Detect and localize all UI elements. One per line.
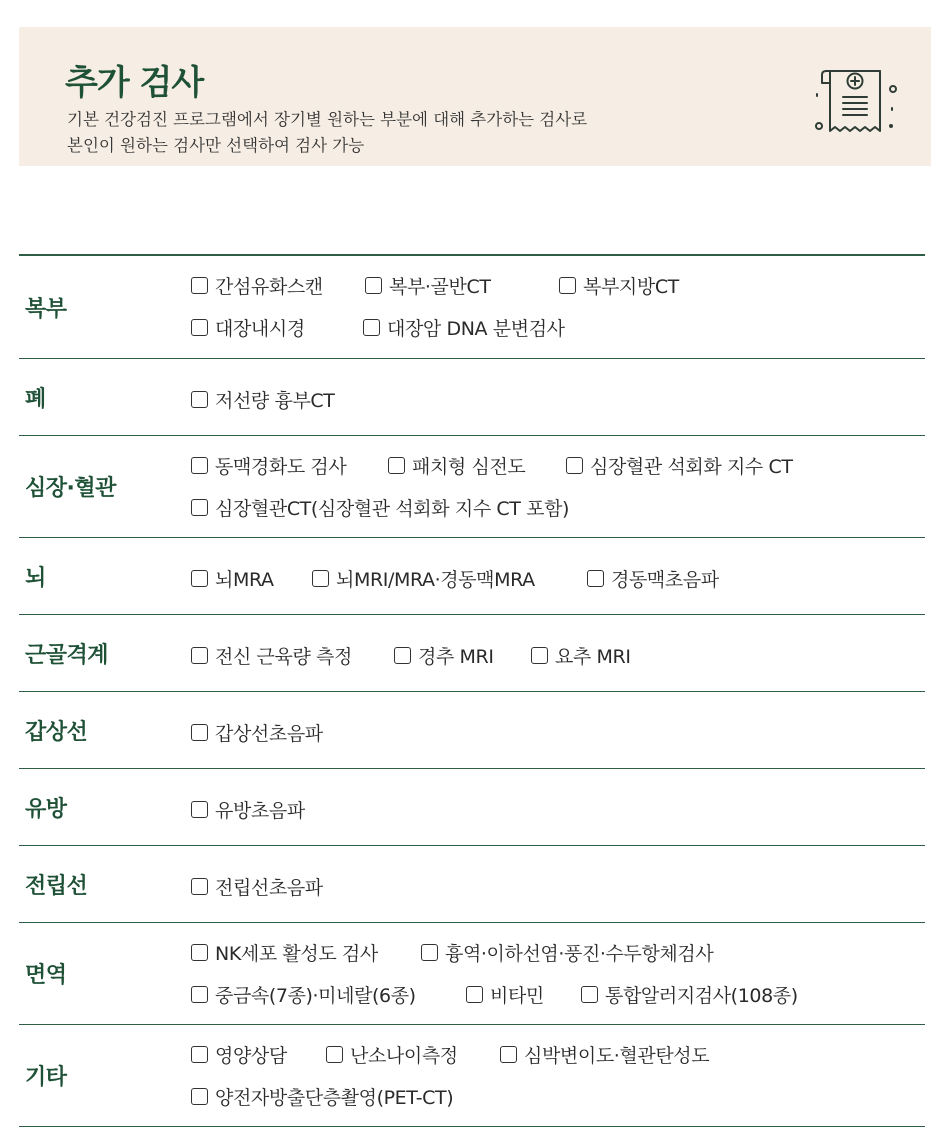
exam-option[interactable] <box>394 634 494 676</box>
exam-option[interactable] <box>363 306 565 348</box>
exam-option[interactable] <box>312 557 535 599</box>
exam-option-label: 대장암 DNA 분변검사 <box>387 317 565 340</box>
checkbox[interactable] <box>191 570 208 587</box>
exam-option-label: 심장혈관CT(심장혈관 석회화 지수 CT 포함) <box>215 497 570 520</box>
table-row <box>19 692 925 769</box>
exam-option-label: 난소나이측정 <box>350 1044 458 1067</box>
checkbox[interactable] <box>566 457 583 474</box>
receipt-plus-icon <box>814 63 898 139</box>
table-row <box>19 256 925 359</box>
row-category-label: 기타 <box>25 1065 67 1090</box>
exam-option[interactable] <box>191 444 346 486</box>
checkbox[interactable] <box>388 457 405 474</box>
row-category-label: 심장·혈관 <box>25 476 116 501</box>
exam-option-label: 동맥경화도 검사 <box>215 455 347 478</box>
page-title: 추가 검사 <box>65 63 204 103</box>
table-row <box>19 769 925 846</box>
exam-table <box>19 254 925 1127</box>
table-row <box>19 846 925 923</box>
row-category-label: 복부 <box>25 296 67 322</box>
exam-option[interactable] <box>500 1033 709 1075</box>
exam-option-label: 통합알러지검사(108종) <box>605 984 798 1007</box>
exam-option[interactable] <box>191 711 323 753</box>
exam-option-label: 전신 근육량 측정 <box>215 645 352 668</box>
checkbox[interactable] <box>191 647 208 664</box>
exam-option-label: 요추 MRI <box>555 645 631 668</box>
exam-option[interactable] <box>566 444 793 486</box>
exam-option[interactable] <box>191 486 569 528</box>
checkbox[interactable] <box>312 570 329 587</box>
exam-option[interactable] <box>191 865 323 907</box>
description-line-2: 본인이 원하는 검사만 선택하여 검사 가능 <box>67 136 365 155</box>
exam-option-label: 갑상선초음파 <box>215 722 323 745</box>
header-banner <box>19 27 931 166</box>
exam-option[interactable] <box>191 1075 453 1117</box>
checkbox[interactable] <box>363 319 380 336</box>
exam-option[interactable] <box>559 264 679 306</box>
exam-option[interactable] <box>388 444 525 486</box>
exam-option[interactable] <box>191 788 305 830</box>
exam-option-label: 중금속(7종)·미네랄(6종) <box>215 984 416 1007</box>
checkbox[interactable] <box>587 570 604 587</box>
exam-option-label: 복부·골반CT <box>389 275 491 298</box>
table-row <box>19 436 925 538</box>
exam-option[interactable] <box>581 973 798 1015</box>
checkbox[interactable] <box>365 277 382 294</box>
page-description <box>67 107 587 159</box>
checkbox[interactable] <box>191 944 208 961</box>
exam-option-label: 대장내시경 <box>215 317 305 340</box>
exam-option-label: 저선량 흉부CT <box>215 389 335 412</box>
exam-option[interactable] <box>191 1033 287 1075</box>
row-category-label: 면역 <box>25 963 67 988</box>
row-category-label: 전립선 <box>25 873 88 899</box>
exam-option[interactable] <box>466 973 544 1015</box>
exam-option[interactable] <box>191 264 323 306</box>
table-row <box>19 615 925 692</box>
exam-option-label: 비타민 <box>490 984 544 1007</box>
exam-option[interactable] <box>326 1033 458 1075</box>
exam-option-label: 경동맥초음파 <box>611 568 719 591</box>
row-category-label: 갑상선 <box>25 719 88 745</box>
checkbox[interactable] <box>191 391 208 408</box>
checkbox[interactable] <box>191 724 208 741</box>
checkbox[interactable] <box>531 647 548 664</box>
checkbox[interactable] <box>466 986 483 1003</box>
exam-option-label: 양전자방출단층촬영(PET-CT) <box>215 1086 454 1109</box>
exam-option[interactable] <box>421 931 713 973</box>
row-category-label: 폐 <box>25 386 46 412</box>
row-category-label: 뇌 <box>25 565 46 591</box>
exam-option[interactable] <box>191 931 378 973</box>
exam-option-label: 간섬유화스캔 <box>215 275 323 298</box>
checkbox[interactable] <box>191 986 208 1003</box>
exam-option-label: 전립선초음파 <box>215 876 323 899</box>
exam-option[interactable] <box>191 634 352 676</box>
exam-option-label: 심박변이도·혈관탄성도 <box>524 1044 710 1067</box>
table-row <box>19 359 925 436</box>
exam-option[interactable] <box>531 634 631 676</box>
checkbox[interactable] <box>326 1046 343 1063</box>
exam-option[interactable] <box>191 557 274 599</box>
checkbox[interactable] <box>581 986 598 1003</box>
checkbox[interactable] <box>191 1088 208 1105</box>
exam-option[interactable] <box>365 264 491 306</box>
exam-option[interactable] <box>191 973 416 1015</box>
exam-option-label: NK세포 활성도 검사 <box>215 942 378 965</box>
exam-option-label: 복부지방CT <box>583 275 679 298</box>
table-row <box>19 923 925 1025</box>
exam-option[interactable] <box>191 378 334 420</box>
checkbox[interactable] <box>191 319 208 336</box>
exam-option-label: 유방초음파 <box>215 799 305 822</box>
table-row <box>19 538 925 615</box>
exam-option-label: 심장혈관 석회화 지수 CT <box>590 455 793 478</box>
row-category-label: 근골격계 <box>25 642 109 668</box>
exam-option-label: 영양상담 <box>215 1044 287 1067</box>
exam-option[interactable] <box>587 557 719 599</box>
checkbox[interactable] <box>191 1046 208 1063</box>
exam-option-label: 뇌MRA <box>215 568 274 591</box>
checkbox[interactable] <box>191 457 208 474</box>
row-category-label: 유방 <box>25 796 67 822</box>
checkbox[interactable] <box>500 1046 517 1063</box>
checkbox[interactable] <box>421 944 438 961</box>
description-line-1: 기본 건강검진 프로그램에서 장기별 원하는 부분에 대해 추가하는 검사로 <box>67 110 588 129</box>
exam-option-label: 뇌MRI/MRA·경동맥MRA <box>336 568 535 591</box>
checkbox[interactable] <box>559 277 576 294</box>
checkbox[interactable] <box>191 499 208 516</box>
checkbox[interactable] <box>191 878 208 895</box>
exam-option[interactable] <box>191 306 305 348</box>
checkbox[interactable] <box>394 647 411 664</box>
exam-option-label: 경추 MRI <box>418 645 494 668</box>
exam-option-label: 흉역·이하선염·풍진·수두항체검사 <box>445 942 714 965</box>
exam-option-label: 패치형 심전도 <box>412 455 526 478</box>
table-row <box>19 1025 925 1127</box>
checkbox[interactable] <box>191 277 208 294</box>
checkbox[interactable] <box>191 801 208 818</box>
